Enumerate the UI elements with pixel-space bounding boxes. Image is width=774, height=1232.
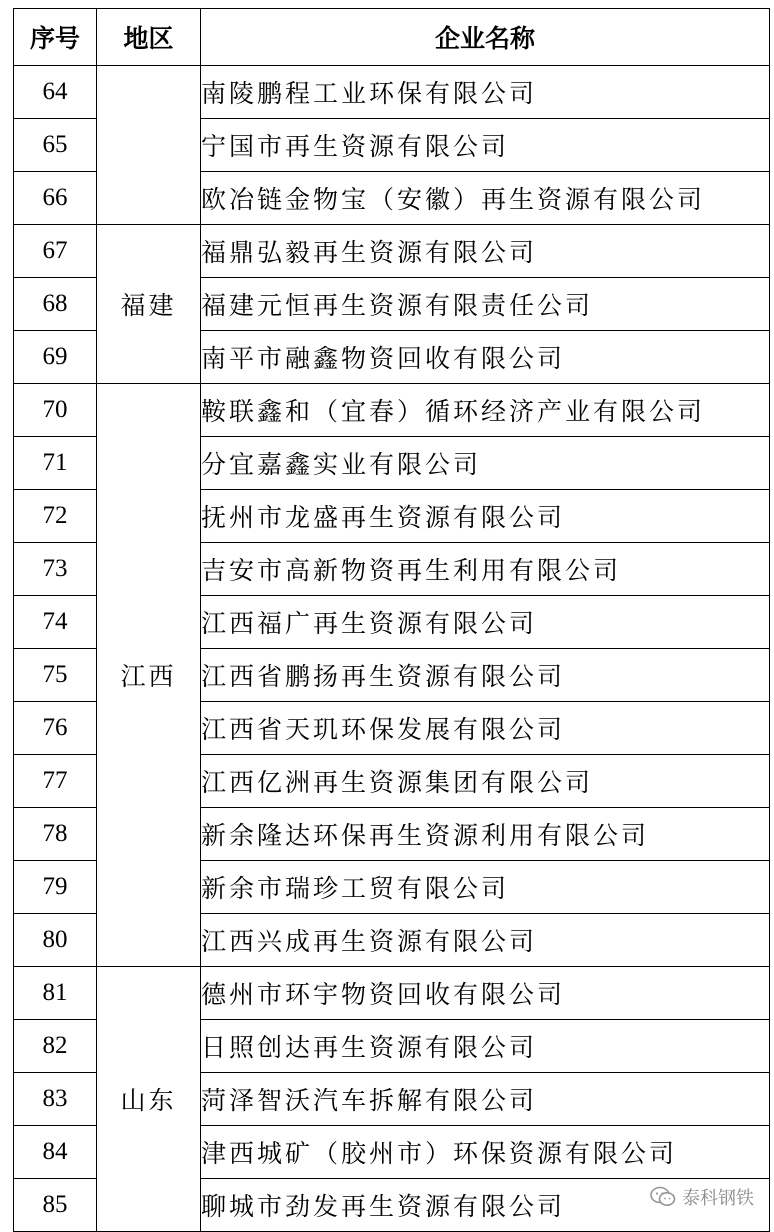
row-number: 71 xyxy=(14,437,97,490)
watermark-text: 泰科钢铁 xyxy=(682,1188,754,1209)
row-number: 64 xyxy=(14,66,97,119)
row-company-name: 菏泽智沃汽车拆解有限公司 xyxy=(201,1073,770,1126)
row-company-name: 南平市融鑫物资回收有限公司 xyxy=(201,331,770,384)
row-number: 81 xyxy=(14,967,97,1020)
row-company-name: 日照创达再生资源有限公司 xyxy=(201,1020,770,1073)
row-number: 74 xyxy=(14,596,97,649)
table-row xyxy=(14,967,770,1020)
row-company-name: 吉安市高新物资再生利用有限公司 xyxy=(201,543,770,596)
row-number: 77 xyxy=(14,755,97,808)
row-company-name: 宁国市再生资源有限公司 xyxy=(201,119,770,172)
table-row xyxy=(14,66,770,119)
row-number: 83 xyxy=(14,1073,97,1126)
row-number: 68 xyxy=(14,278,97,331)
row-company-name: 抚州市龙盛再生资源有限公司 xyxy=(201,490,770,543)
header-region: 地区 xyxy=(97,9,201,66)
row-number: 65 xyxy=(14,119,97,172)
row-company-name: 福鼎弘毅再生资源有限公司 xyxy=(201,225,770,278)
row-company-name: 津西城矿（胶州市）环保资源有限公司 xyxy=(201,1126,770,1179)
row-company-name: 江西兴成再生资源有限公司 xyxy=(201,914,770,967)
row-company-name: 福建元恒再生资源有限责任公司 xyxy=(201,278,770,331)
row-company-name: 聊城市劲发再生资源有限公司 xyxy=(201,1179,770,1232)
row-number: 84 xyxy=(14,1126,97,1179)
row-company-name: 鞍联鑫和（宜春）循环经济产业有限公司 xyxy=(201,384,770,437)
row-company-name: 欧冶链金物宝（安徽）再生资源有限公司 xyxy=(201,172,770,225)
row-number: 73 xyxy=(14,543,97,596)
table-row xyxy=(14,225,770,278)
table-row xyxy=(14,384,770,437)
row-company-name: 新余市瑞珍工贸有限公司 xyxy=(201,861,770,914)
wechat-icon xyxy=(650,1186,676,1208)
row-number: 72 xyxy=(14,490,97,543)
company-list-table xyxy=(13,8,770,1232)
row-number: 80 xyxy=(14,914,97,967)
row-number: 69 xyxy=(14,331,97,384)
row-company-name: 江西福广再生资源有限公司 xyxy=(201,596,770,649)
row-region: 福建 xyxy=(97,225,201,384)
row-company-name: 德州市环宇物资回收有限公司 xyxy=(201,967,770,1020)
header-company: 企业名称 xyxy=(201,9,770,66)
header-number: 序号 xyxy=(14,9,97,66)
row-number: 67 xyxy=(14,225,97,278)
row-number: 76 xyxy=(14,702,97,755)
watermark xyxy=(650,1184,754,1210)
row-region xyxy=(97,66,201,225)
table-header-row xyxy=(14,9,770,66)
row-number: 75 xyxy=(14,649,97,702)
row-region: 江西 xyxy=(97,384,201,967)
row-company-name: 江西省鹏扬再生资源有限公司 xyxy=(201,649,770,702)
row-number: 85 xyxy=(14,1179,97,1232)
row-company-name: 新余隆达环保再生资源利用有限公司 xyxy=(201,808,770,861)
row-number: 78 xyxy=(14,808,97,861)
row-number: 70 xyxy=(14,384,97,437)
row-company-name: 江西省天玑环保发展有限公司 xyxy=(201,702,770,755)
row-number: 79 xyxy=(14,861,97,914)
row-company-name: 南陵鹏程工业环保有限公司 xyxy=(201,66,770,119)
table-body xyxy=(14,66,770,1232)
row-company-name: 分宜嘉鑫实业有限公司 xyxy=(201,437,770,490)
row-company-name: 江西亿洲再生资源集团有限公司 xyxy=(201,755,770,808)
row-number: 82 xyxy=(14,1020,97,1073)
row-region: 山东 xyxy=(97,967,201,1232)
row-number: 66 xyxy=(14,172,97,225)
